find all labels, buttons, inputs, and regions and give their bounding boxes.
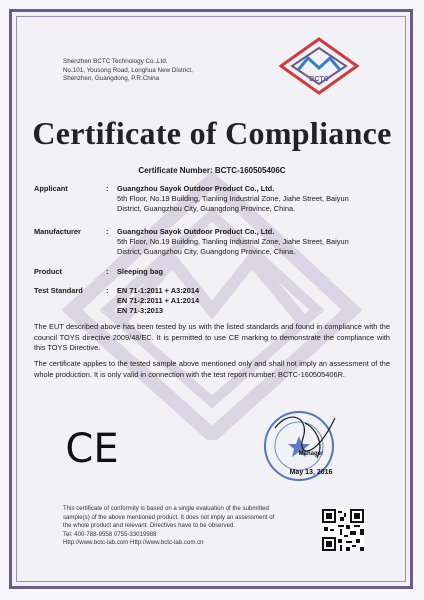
- manufacturer-value: [117, 227, 407, 257]
- standard-item: EN 71-1:2011 + A3:2014: [117, 286, 200, 295]
- logo-text: BCTC: [309, 76, 329, 83]
- certificate-number: Certificate Number: BCTC-160505406C: [138, 166, 286, 175]
- standard-item: EN 71-3:2013: [117, 306, 164, 315]
- ce-mark-text: CE: [65, 426, 119, 468]
- bctc-logo: [278, 36, 360, 96]
- issuer-address-block: [63, 58, 193, 84]
- colon: :: [106, 227, 109, 236]
- manufacturer-address1: 5th Floor, No.19 Building, Tianling Industrial Zone, Jiahe Street, Baiyun: [117, 237, 349, 246]
- footer-tel: Tel: 400-788-9558 0755-33019988: [63, 530, 157, 538]
- test-standard-label: Test Standard: [34, 286, 83, 295]
- manufacturer-company: Guangzhou Sayok Outdoor Product Co., Ltd.: [117, 227, 275, 236]
- footer-web: Http://www.bctc-lab.com Http://www.bctc-lab.com.cn: [63, 539, 204, 547]
- colon: :: [106, 286, 109, 295]
- applicant-row: [34, 184, 394, 224]
- product-value: Sleeping bag: [117, 267, 163, 276]
- applicant-address2: District, Guangzhou City, Guangdong Province, China.: [117, 204, 296, 213]
- applicant-address1: 5th Floor, No.19 Building, Tianling Industrial Zone, Jiahe Street, Baiyun: [117, 194, 349, 203]
- test-standard-values: [117, 286, 407, 316]
- compliance-statement: The EUT described above has been tested by us with the listed standards and found in compliance with the council TOYS directive 2009/48/EC. It is permitted to use CE marking to demonstrate the compliance with this TOYS Directive.: [34, 322, 390, 353]
- signature-date: May 13, 2016: [289, 469, 333, 476]
- ce-mark: [62, 422, 122, 468]
- issuer-address-line2: Shenzhen, Guangdong, P.R.China: [63, 75, 160, 83]
- colon: :: [106, 184, 109, 193]
- product-label: Product: [34, 267, 62, 276]
- footer-line3: the whole product and relevant. Directives have to be observed.: [63, 522, 236, 530]
- manufacturer-row: [34, 227, 394, 267]
- applicant-value: [117, 184, 407, 214]
- issuer-address-line1: No.101, Yousong Road, Longhua New District,: [63, 66, 193, 74]
- signature-role: Manager: [298, 451, 324, 457]
- applicant-company: Guangzhou Sayok Outdoor Product Co., Ltd.: [117, 184, 275, 193]
- manufacturer-label: Manufacturer: [34, 227, 81, 236]
- footer-disclaimer: [63, 505, 335, 548]
- company-stamp-and-signature: [255, 398, 355, 488]
- manufacturer-address2: District, Guangzhou City, Guangdong Province, China.: [117, 247, 296, 256]
- product-row: [34, 267, 394, 279]
- standard-item: EN 71-2:2011 + A1:2014: [117, 296, 200, 305]
- applicant-label: Applicant: [34, 184, 68, 193]
- qr-code-icon: [322, 509, 364, 551]
- colon: :: [106, 267, 109, 276]
- issuer-name: Shenzhen BCTC Technology Co.,Ltd.: [63, 58, 168, 65]
- footer-line2: sample(s) of the above mentioned product. It does not imply an assessment of: [63, 513, 275, 521]
- footer-line1: This certificate of conformity is based on a single evaluation of the submitted: [63, 505, 269, 512]
- test-standard-row: [34, 286, 394, 318]
- validity-statement: The certificate applies to the tested sample above mentioned only and shall not imply an assessment of the whole production. It is only valid in connection with the test report number: BCTC-160505406R.: [34, 359, 390, 379]
- certificate-title: Certificate of Compliance: [32, 115, 392, 151]
